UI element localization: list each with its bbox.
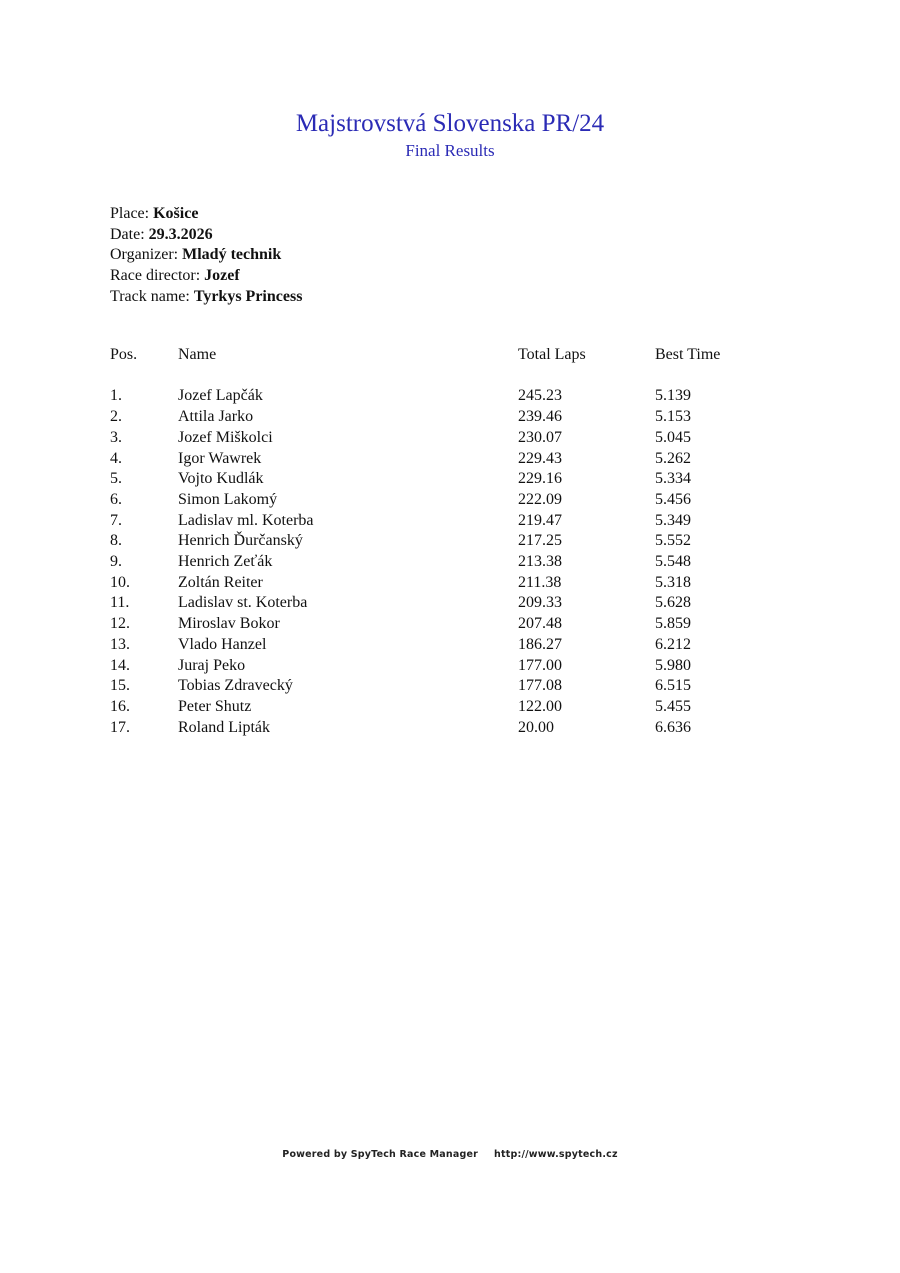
meta-value: 29.3.2026	[148, 225, 213, 243]
meta-label: Date:	[110, 225, 149, 243]
cell-pos: 9.	[110, 553, 122, 571]
table-row	[110, 531, 810, 552]
cell-best-time: 5.153	[655, 408, 691, 426]
cell-pos: 5.	[110, 470, 122, 488]
table-row	[110, 676, 810, 697]
meta-label: Place:	[110, 205, 154, 222]
cell-best-time: 6.212	[655, 635, 691, 653]
cell-name: Zoltán Reiter	[178, 573, 263, 591]
cell-name: Vojto Kudlák	[178, 470, 264, 488]
cell-total-laps: 230.07	[518, 428, 562, 446]
cell-name: Henrich Zeťák	[178, 553, 273, 571]
meta-label: Organizer:	[110, 246, 183, 264]
cell-best-time: 5.334	[655, 470, 691, 488]
table-row	[110, 469, 810, 490]
cell-name: Jozef Lapčák	[178, 387, 263, 405]
footer-url: http://www.spytech.cz	[494, 1149, 618, 1160]
table-row	[110, 614, 810, 635]
table-row	[110, 552, 810, 573]
cell-total-laps: 122.00	[518, 697, 562, 715]
cell-best-time: 5.045	[655, 428, 691, 446]
cell-pos: 17.	[110, 718, 130, 736]
meta-line	[110, 266, 302, 287]
cell-total-laps: 219.47	[518, 511, 562, 529]
meta-label: Race director:	[110, 267, 205, 285]
cell-name: Henrich Ďurčanský	[178, 532, 303, 550]
table-row	[110, 386, 810, 407]
cell-name: Igor Wawrek	[178, 449, 262, 467]
meta-line	[110, 225, 302, 246]
cell-best-time: 5.139	[655, 387, 691, 405]
cell-best-time: 6.515	[655, 677, 691, 695]
cell-pos: 16.	[110, 697, 130, 715]
cell-best-time: 5.980	[655, 656, 691, 674]
cell-total-laps: 207.48	[518, 615, 562, 633]
meta-value: Mladý technik	[182, 246, 282, 264]
column-header-pos: Pos.	[110, 346, 138, 363]
cell-best-time: 5.349	[655, 511, 691, 529]
cell-best-time: 5.628	[655, 594, 691, 612]
cell-best-time: 5.552	[655, 532, 691, 550]
cell-name: Simon Lakomý	[178, 490, 278, 508]
cell-best-time: 6.636	[655, 718, 691, 736]
column-header-total-laps: Total Laps	[518, 346, 586, 363]
cell-total-laps: 177.00	[518, 656, 562, 674]
cell-total-laps: 186.27	[518, 635, 562, 653]
header-row-spacer	[110, 366, 810, 387]
results-table-header	[110, 345, 810, 366]
cell-pos: 12.	[110, 615, 130, 633]
cell-best-time: 5.262	[655, 449, 691, 467]
table-row	[110, 407, 810, 428]
cell-name: Ladislav ml. Koterba	[178, 511, 314, 529]
cell-pos: 14.	[110, 656, 130, 674]
cell-pos: 8.	[110, 532, 122, 550]
page-subtitle: Final Results	[405, 141, 495, 160]
cell-total-laps: 20.00	[518, 718, 554, 736]
cell-best-time: 5.859	[655, 615, 691, 633]
cell-pos: 3.	[110, 428, 122, 446]
cell-name: Jozef Miškolci	[178, 428, 273, 446]
cell-name: Attila Jarko	[178, 408, 254, 426]
table-row	[110, 511, 810, 532]
table-row	[110, 593, 810, 614]
page-title: Majstrovstvá Slovenska PR/24	[295, 110, 605, 137]
table-row	[110, 428, 810, 449]
powered-by-text: Powered by SpyTech Race Manager	[282, 1149, 478, 1160]
cell-total-laps: 211.38	[518, 573, 562, 591]
meta-label: Track name:	[110, 287, 194, 305]
table-row	[110, 490, 810, 511]
cell-name: Peter Shutz	[178, 697, 252, 715]
cell-pos: 7.	[110, 511, 122, 529]
cell-name: Vlado Hanzel	[178, 635, 267, 653]
cell-pos: 4.	[110, 449, 122, 467]
footer	[0, 1149, 900, 1160]
table-row	[110, 656, 810, 677]
cell-name: Tobias Zdravecký	[178, 677, 293, 695]
cell-pos: 11.	[110, 594, 130, 612]
table-row	[110, 697, 810, 718]
cell-pos: 2.	[110, 408, 122, 426]
column-header-name: Name	[178, 346, 217, 363]
table-row	[110, 635, 810, 656]
cell-pos: 10.	[110, 573, 130, 591]
cell-best-time: 5.318	[655, 573, 691, 591]
results-table	[110, 345, 810, 738]
cell-best-time: 5.455	[655, 697, 691, 715]
event-meta-block	[110, 204, 302, 308]
cell-total-laps: 222.09	[518, 490, 562, 508]
meta-value: Košice	[153, 205, 199, 222]
table-row	[110, 449, 810, 470]
cell-total-laps: 229.43	[518, 449, 562, 467]
cell-name: Juraj Peko	[178, 656, 246, 674]
meta-line	[110, 204, 302, 225]
cell-name: Roland Lipták	[178, 718, 270, 736]
cell-name: Ladislav st. Koterba	[178, 594, 308, 612]
cell-total-laps: 239.46	[518, 408, 562, 426]
table-row	[110, 718, 810, 739]
cell-best-time: 5.456	[655, 490, 691, 508]
cell-pos: 13.	[110, 635, 130, 653]
meta-line	[110, 245, 302, 266]
cell-total-laps: 213.38	[518, 553, 562, 571]
cell-pos: 6.	[110, 490, 122, 508]
column-header-best-time: Best Time	[655, 346, 721, 363]
cell-name: Miroslav Bokor	[178, 615, 280, 633]
cell-total-laps: 245.23	[518, 387, 562, 405]
table-row	[110, 573, 810, 594]
cell-total-laps: 217.25	[518, 532, 562, 550]
cell-best-time: 5.548	[655, 553, 691, 571]
cell-pos: 15.	[110, 677, 130, 695]
cell-total-laps: 229.16	[518, 470, 562, 488]
meta-line	[110, 287, 302, 308]
meta-value: Jozef	[204, 267, 240, 285]
meta-value: Tyrkys Princess	[193, 287, 303, 305]
cell-total-laps: 209.33	[518, 594, 562, 612]
results-table-body	[110, 386, 810, 738]
cell-pos: 1.	[110, 387, 122, 405]
cell-total-laps: 177.08	[518, 677, 562, 695]
title-block	[0, 110, 900, 162]
